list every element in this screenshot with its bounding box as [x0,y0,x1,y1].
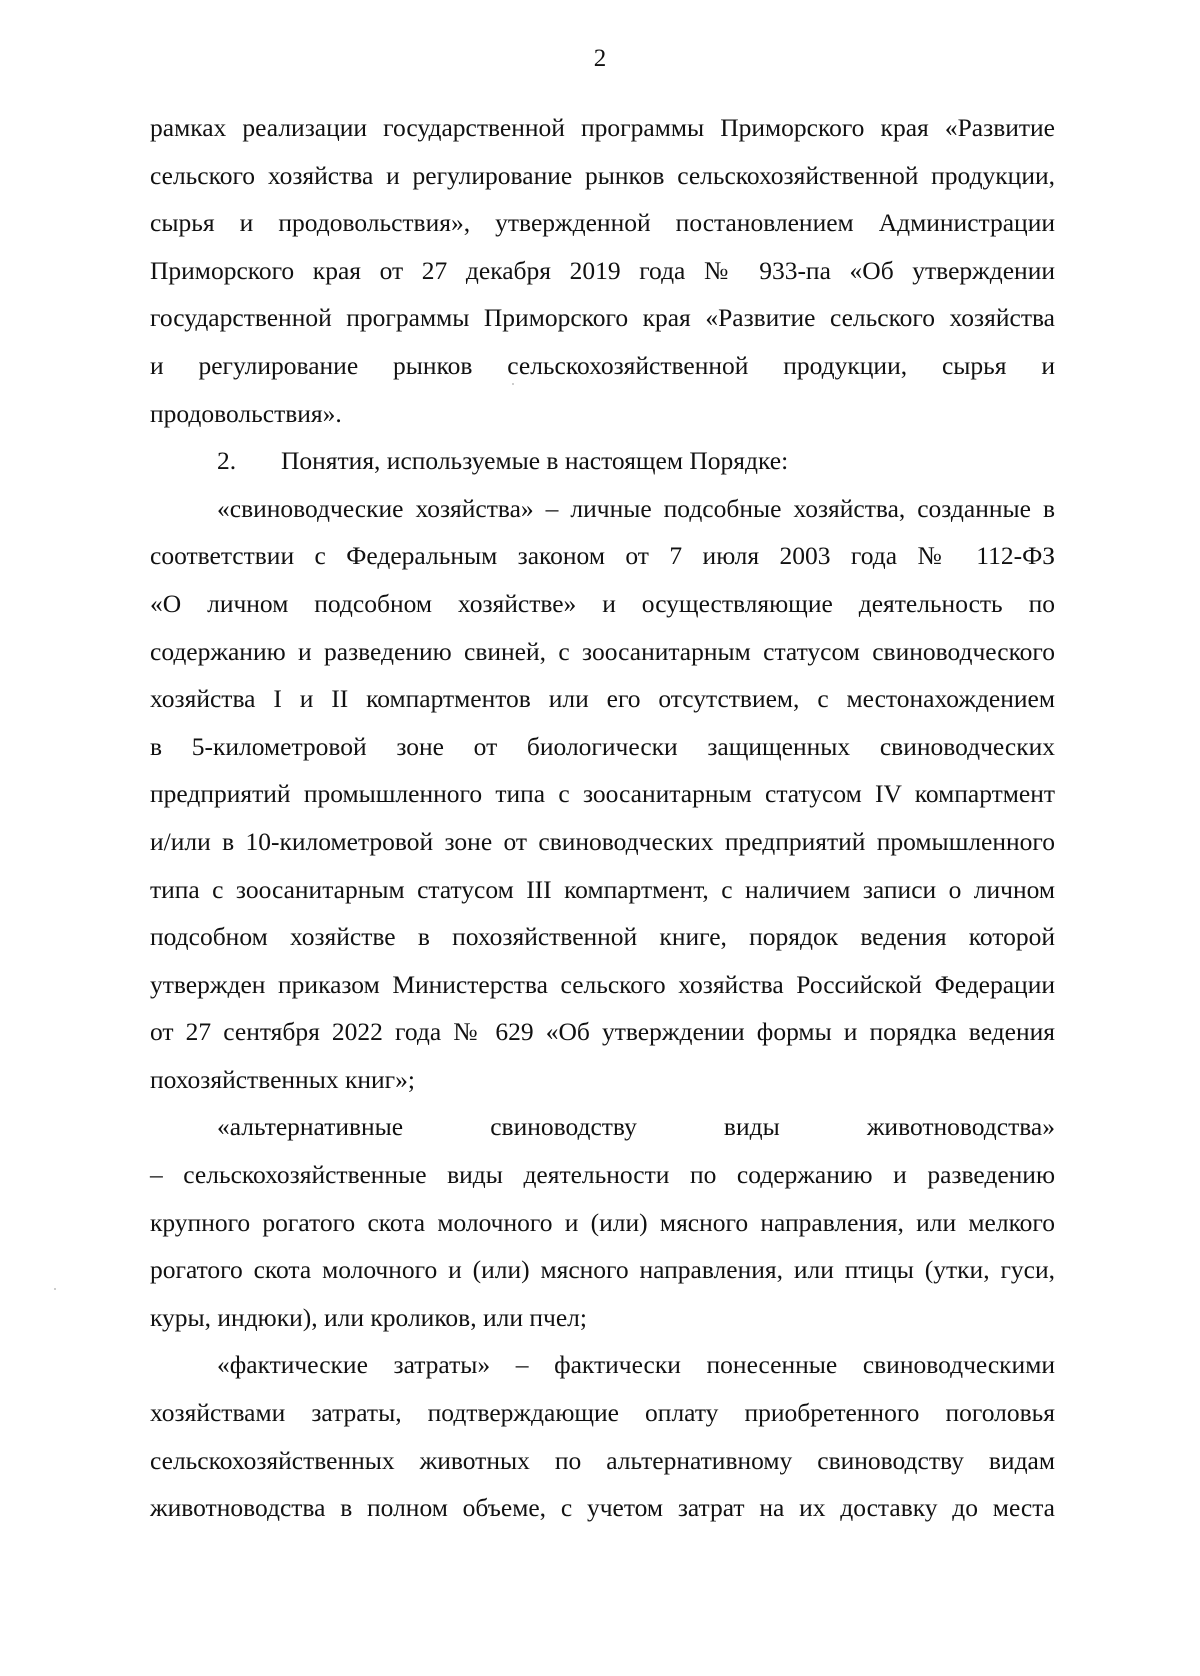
text-line: утвержден приказом Министерства сельского хозяйства Российской Федерации [150,969,1055,999]
text-line: соответствии с Федеральным законом от 7 июля 2003 года № 112-ФЗ [150,541,1055,571]
text-line: похозяйственных книг»; [150,1064,415,1094]
text-line: Приморского края от 27 декабря 2019 года № 933-па «Об утверждении [150,255,1055,285]
numbered-item-heading [150,437,1055,485]
text-line: хозяйствами затраты, подтверждающие оплату приобретенного поголовья [150,1398,1055,1428]
item-number: 2. [217,446,237,476]
text-line: «альтернативные свиноводству виды животноводства» [217,1112,1055,1142]
text-line: «фактические затраты» – фактически понесенные свиноводческими [217,1350,1055,1380]
text-line: сельского хозяйства и регулирование рынков сельскохозяйственной продукции, [150,160,1055,190]
text-line: рамках реализации государственной программы Приморского края «Развитие [150,113,1055,142]
text-line: и регулирование рынков сельскохозяйственной продукции, сырья и [150,350,1055,380]
text-line: хозяйства I и II компартментов или его отсутствием, с местонахождением [150,684,1055,714]
text-line: рогатого скота молочного и (или) мясного направления, или птицы (утки, гуси, [150,1255,1055,1285]
page-number: 2 [593,45,607,72]
text-line: и/или в 10-километровой зоне от свиноводческих предприятий промышленного [150,826,1055,856]
document-body [150,104,1055,1532]
text-line: сырья и продовольствия», утвержденной постановлением Администрации [150,208,1055,238]
text-line: государственной программы Приморского края «Развитие сельского хозяйства [150,303,1055,333]
text-line: куры, индюки), или кроликов, или пчел; [150,1302,587,1332]
text-line: «О личном подсобном хозяйстве» и осуществляющие деятельность по [150,588,1055,618]
text-line: подсобном хозяйстве в похозяйственной книге, порядок ведения которой [150,922,1055,952]
text-line: сельскохозяйственных животных по альтернативному свиноводству видам [150,1445,1055,1475]
scan-speck [54,1288,56,1290]
text-line: крупного рогатого скота молочного и (или) мясного направления, или мелкого [150,1207,1055,1237]
text-line: «свиноводческие хозяйства» – личные подсобные хозяйства, созданные в [217,493,1055,523]
text-line: – сельскохозяйственные виды деятельности по содержанию и разведению [150,1160,1055,1190]
text-line: содержанию и разведению свиней, с зоосанитарным статусом свиноводческого [150,636,1055,666]
text-line: типа с зоосанитарным статусом III компартмент, с наличием записи о личном [150,874,1055,904]
item-heading-text: Понятия, используемые в настоящем Порядке: [281,446,789,476]
text-line: в 5-километровой зоне от биологически защищенных свиноводческих [150,731,1055,761]
text-line: животноводства в полном объеме, с учетом затрат на их доставку до места [150,1493,1055,1523]
scan-speck [512,383,514,385]
text-line: предприятий промышленного типа с зоосанитарным статусом IV компартмент [150,779,1055,809]
text-line: продовольствия». [150,398,342,428]
text-line: от 27 сентября 2022 года № 629 «Об утверждении формы и порядка ведения [150,1017,1055,1047]
